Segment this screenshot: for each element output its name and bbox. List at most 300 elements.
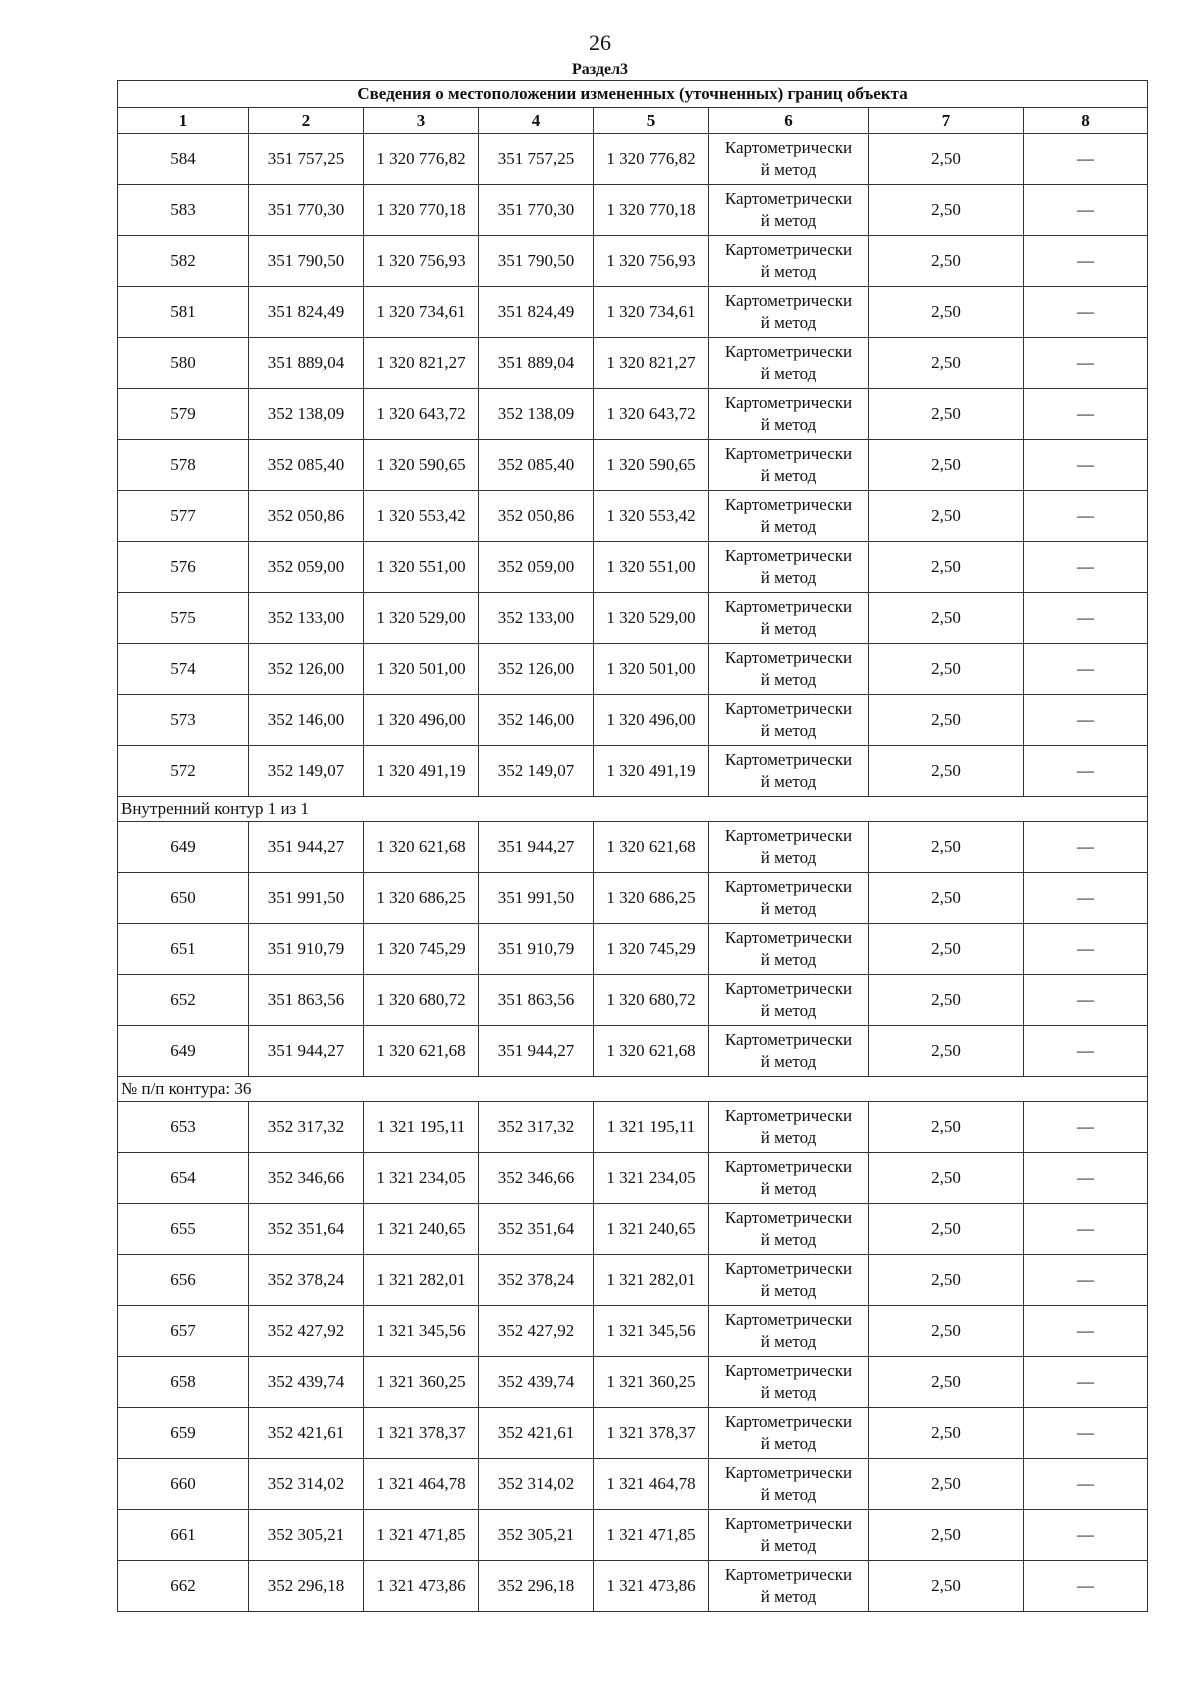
point-number-cell: 653	[118, 1102, 249, 1153]
method-line: Картометрически	[724, 1310, 853, 1329]
table-row	[118, 1026, 1148, 1077]
coord-x-new-cell: 352 138,09	[479, 389, 594, 440]
method-line: Картометрически	[724, 189, 853, 208]
point-number-cell: 577	[118, 491, 249, 542]
method-cell	[709, 440, 869, 491]
coord-x-old-cell: 351 770,30	[249, 185, 364, 236]
description-cell: —	[1024, 389, 1148, 440]
coord-y-new-cell: 1 320 643,72	[594, 389, 709, 440]
coord-x-new-cell: 352 421,61	[479, 1408, 594, 1459]
description-cell: —	[1024, 1459, 1148, 1510]
table-row	[118, 389, 1148, 440]
boundary-table	[117, 80, 1148, 1612]
coord-x-old-cell: 352 305,21	[249, 1510, 364, 1561]
coord-x-new-cell: 352 317,32	[479, 1102, 594, 1153]
point-number-cell: 574	[118, 644, 249, 695]
coord-y-old-cell: 1 321 473,86	[364, 1561, 479, 1612]
accuracy-cell: 2,50	[869, 644, 1024, 695]
coord-x-new-cell: 351 944,27	[479, 1026, 594, 1077]
coord-y-new-cell: 1 320 501,00	[594, 644, 709, 695]
description-cell: —	[1024, 338, 1148, 389]
table-row	[118, 746, 1148, 797]
coord-y-new-cell: 1 320 770,18	[594, 185, 709, 236]
coord-x-old-cell: 351 790,50	[249, 236, 364, 287]
coord-y-old-cell: 1 320 621,68	[364, 1026, 479, 1077]
contour-label-row	[118, 1077, 1148, 1102]
description-cell: —	[1024, 1357, 1148, 1408]
method-line: й метод	[760, 1001, 817, 1020]
method-cell	[709, 1459, 869, 1510]
coord-y-old-cell: 1 320 643,72	[364, 389, 479, 440]
coord-x-old-cell: 351 944,27	[249, 822, 364, 873]
column-number: 2	[249, 108, 364, 134]
coord-x-new-cell: 351 824,49	[479, 287, 594, 338]
coord-y-new-cell: 1 321 360,25	[594, 1357, 709, 1408]
coord-y-new-cell: 1 320 491,19	[594, 746, 709, 797]
contour-label: № п/п контура: 36	[118, 1077, 1148, 1102]
accuracy-cell: 2,50	[869, 1459, 1024, 1510]
coord-x-new-cell: 352 305,21	[479, 1510, 594, 1561]
table-row	[118, 338, 1148, 389]
coord-x-new-cell: 352 427,92	[479, 1306, 594, 1357]
method-line: й метод	[760, 1128, 817, 1147]
method-line: й метод	[760, 721, 817, 740]
description-cell: —	[1024, 1153, 1148, 1204]
coord-x-old-cell: 352 050,86	[249, 491, 364, 542]
coord-y-old-cell: 1 320 770,18	[364, 185, 479, 236]
method-line: Картометрически	[724, 1106, 853, 1125]
column-number: 1	[118, 108, 249, 134]
coord-y-old-cell: 1 320 553,42	[364, 491, 479, 542]
coord-x-new-cell: 352 439,74	[479, 1357, 594, 1408]
method-line: Картометрически	[724, 750, 853, 769]
table-title: Сведения о местоположении измененных (уточненных) границ объекта	[118, 81, 1148, 108]
point-number-cell: 659	[118, 1408, 249, 1459]
accuracy-cell: 2,50	[869, 236, 1024, 287]
coord-y-old-cell: 1 321 234,05	[364, 1153, 479, 1204]
method-cell	[709, 491, 869, 542]
table-row	[118, 644, 1148, 695]
description-cell: —	[1024, 1561, 1148, 1612]
method-line: й метод	[760, 160, 817, 179]
coord-x-new-cell: 352 149,07	[479, 746, 594, 797]
description-cell: —	[1024, 822, 1148, 873]
point-number-cell: 657	[118, 1306, 249, 1357]
table-row	[118, 134, 1148, 185]
method-line: й метод	[760, 848, 817, 867]
accuracy-cell: 2,50	[869, 822, 1024, 873]
method-line: й метод	[760, 1332, 817, 1351]
accuracy-cell: 2,50	[869, 185, 1024, 236]
point-number-cell: 580	[118, 338, 249, 389]
table-row	[118, 1102, 1148, 1153]
coord-x-new-cell: 352 314,02	[479, 1459, 594, 1510]
method-line: й метод	[760, 262, 817, 281]
coord-x-old-cell: 352 126,00	[249, 644, 364, 695]
table-row	[118, 1204, 1148, 1255]
method-cell	[709, 389, 869, 440]
method-line: й метод	[760, 211, 817, 230]
description-cell: —	[1024, 746, 1148, 797]
coord-x-old-cell: 352 059,00	[249, 542, 364, 593]
method-cell	[709, 1306, 869, 1357]
method-line: й метод	[760, 619, 817, 638]
coord-y-new-cell: 1 320 529,00	[594, 593, 709, 644]
coord-x-old-cell: 352 378,24	[249, 1255, 364, 1306]
method-line: Картометрически	[724, 1565, 853, 1584]
column-number: 3	[364, 108, 479, 134]
coord-y-new-cell: 1 321 473,86	[594, 1561, 709, 1612]
coord-x-new-cell: 351 910,79	[479, 924, 594, 975]
method-line: Картометрически	[724, 1157, 853, 1176]
coord-y-old-cell: 1 320 491,19	[364, 746, 479, 797]
coord-y-new-cell: 1 320 756,93	[594, 236, 709, 287]
method-cell	[709, 185, 869, 236]
coord-x-new-cell: 352 059,00	[479, 542, 594, 593]
coord-y-old-cell: 1 320 756,93	[364, 236, 479, 287]
description-cell: —	[1024, 1255, 1148, 1306]
accuracy-cell: 2,50	[869, 1357, 1024, 1408]
point-number-cell: 662	[118, 1561, 249, 1612]
method-cell	[709, 873, 869, 924]
method-line: й метод	[760, 1179, 817, 1198]
method-line: й метод	[760, 1587, 817, 1606]
point-number-cell: 656	[118, 1255, 249, 1306]
method-cell	[709, 134, 869, 185]
description-cell: —	[1024, 1204, 1148, 1255]
coord-y-old-cell: 1 320 680,72	[364, 975, 479, 1026]
accuracy-cell: 2,50	[869, 1153, 1024, 1204]
description-cell: —	[1024, 134, 1148, 185]
coord-y-new-cell: 1 320 776,82	[594, 134, 709, 185]
description-cell: —	[1024, 644, 1148, 695]
method-line: Картометрически	[724, 444, 853, 463]
method-cell	[709, 1204, 869, 1255]
coord-y-old-cell: 1 320 745,29	[364, 924, 479, 975]
coord-x-new-cell: 352 351,64	[479, 1204, 594, 1255]
coord-x-old-cell: 351 944,27	[249, 1026, 364, 1077]
method-cell	[709, 1255, 869, 1306]
coord-x-new-cell: 351 757,25	[479, 134, 594, 185]
table-row	[118, 1510, 1148, 1561]
table-row	[118, 491, 1148, 542]
coord-y-old-cell: 1 320 529,00	[364, 593, 479, 644]
method-cell	[709, 975, 869, 1026]
method-line: Картометрически	[724, 648, 853, 667]
method-line: Картометрически	[724, 546, 853, 565]
table-row	[118, 873, 1148, 924]
accuracy-cell: 2,50	[869, 975, 1024, 1026]
coord-y-old-cell: 1 321 240,65	[364, 1204, 479, 1255]
method-cell	[709, 287, 869, 338]
coord-x-new-cell: 351 863,56	[479, 975, 594, 1026]
coord-y-old-cell: 1 320 621,68	[364, 822, 479, 873]
method-line: Картометрически	[724, 928, 853, 947]
coord-x-new-cell: 352 085,40	[479, 440, 594, 491]
table-row	[118, 593, 1148, 644]
method-cell	[709, 1408, 869, 1459]
method-line: й метод	[760, 313, 817, 332]
method-line: Картометрически	[724, 877, 853, 896]
coord-y-new-cell: 1 320 590,65	[594, 440, 709, 491]
coord-x-old-cell: 352 133,00	[249, 593, 364, 644]
coord-x-old-cell: 351 991,50	[249, 873, 364, 924]
accuracy-cell: 2,50	[869, 1306, 1024, 1357]
table-row	[118, 1459, 1148, 1510]
coord-y-new-cell: 1 320 621,68	[594, 822, 709, 873]
point-number-cell: 650	[118, 873, 249, 924]
accuracy-cell: 2,50	[869, 1561, 1024, 1612]
method-cell	[709, 1153, 869, 1204]
table-row	[118, 975, 1148, 1026]
method-line: Картометрически	[724, 597, 853, 616]
coord-y-old-cell: 1 320 776,82	[364, 134, 479, 185]
method-line: й метод	[760, 1536, 817, 1555]
method-line: й метод	[760, 466, 817, 485]
table-row	[118, 185, 1148, 236]
point-number-cell: 652	[118, 975, 249, 1026]
description-cell: —	[1024, 695, 1148, 746]
method-line: й метод	[760, 1230, 817, 1249]
coord-x-new-cell: 352 346,66	[479, 1153, 594, 1204]
point-number-cell: 654	[118, 1153, 249, 1204]
coord-x-old-cell: 351 910,79	[249, 924, 364, 975]
section-title: Раздел3	[571, 61, 629, 78]
accuracy-cell: 2,50	[869, 695, 1024, 746]
coord-y-new-cell: 1 320 553,42	[594, 491, 709, 542]
coord-x-old-cell: 351 863,56	[249, 975, 364, 1026]
coord-y-old-cell: 1 320 821,27	[364, 338, 479, 389]
table-row	[118, 440, 1148, 491]
table-row	[118, 1561, 1148, 1612]
method-line: Картометрически	[724, 979, 853, 998]
description-cell: —	[1024, 491, 1148, 542]
coord-y-old-cell: 1 321 195,11	[364, 1102, 479, 1153]
method-line: й метод	[760, 1383, 817, 1402]
coord-x-new-cell: 351 770,30	[479, 185, 594, 236]
column-number: 4	[479, 108, 594, 134]
contour-label-row	[118, 797, 1148, 822]
method-cell	[709, 746, 869, 797]
method-line: й метод	[760, 899, 817, 918]
description-cell: —	[1024, 440, 1148, 491]
coord-y-old-cell: 1 320 501,00	[364, 644, 479, 695]
accuracy-cell: 2,50	[869, 440, 1024, 491]
point-number-cell: 584	[118, 134, 249, 185]
coord-x-old-cell: 352 439,74	[249, 1357, 364, 1408]
accuracy-cell: 2,50	[869, 593, 1024, 644]
point-number-cell: 573	[118, 695, 249, 746]
page-number: 26	[589, 30, 611, 55]
coord-x-old-cell: 352 427,92	[249, 1306, 364, 1357]
method-line: Картометрически	[724, 495, 853, 514]
coord-x-new-cell: 352 146,00	[479, 695, 594, 746]
coord-x-new-cell: 352 296,18	[479, 1561, 594, 1612]
coord-y-new-cell: 1 321 240,65	[594, 1204, 709, 1255]
coord-y-new-cell: 1 320 621,68	[594, 1026, 709, 1077]
column-number-row	[118, 108, 1148, 134]
point-number-cell: 583	[118, 185, 249, 236]
method-cell	[709, 822, 869, 873]
method-cell	[709, 644, 869, 695]
method-line: й метод	[760, 1281, 817, 1300]
coord-y-new-cell: 1 321 234,05	[594, 1153, 709, 1204]
description-cell: —	[1024, 542, 1148, 593]
coord-x-old-cell: 352 146,00	[249, 695, 364, 746]
coord-x-new-cell: 352 126,00	[479, 644, 594, 695]
table-row	[118, 1408, 1148, 1459]
method-line: й метод	[760, 415, 817, 434]
method-line: Картометрически	[724, 240, 853, 259]
description-cell: —	[1024, 236, 1148, 287]
point-number-cell: 655	[118, 1204, 249, 1255]
coord-y-old-cell: 1 321 471,85	[364, 1510, 479, 1561]
method-cell	[709, 1357, 869, 1408]
coord-x-old-cell: 352 314,02	[249, 1459, 364, 1510]
method-line: й метод	[760, 517, 817, 536]
coord-x-old-cell: 352 421,61	[249, 1408, 364, 1459]
method-line: й метод	[760, 364, 817, 383]
method-line: Картометрически	[724, 826, 853, 845]
table-row	[118, 1357, 1148, 1408]
coord-y-new-cell: 1 320 734,61	[594, 287, 709, 338]
description-cell: —	[1024, 1510, 1148, 1561]
coord-y-new-cell: 1 321 378,37	[594, 1408, 709, 1459]
coord-y-old-cell: 1 321 282,01	[364, 1255, 479, 1306]
contour-label: Внутренний контур 1 из 1	[118, 797, 1148, 822]
method-line: Картометрически	[724, 342, 853, 361]
point-number-cell: 572	[118, 746, 249, 797]
method-cell	[709, 593, 869, 644]
accuracy-cell: 2,50	[869, 1408, 1024, 1459]
accuracy-cell: 2,50	[869, 134, 1024, 185]
method-line: й метод	[760, 1434, 817, 1453]
coord-x-new-cell: 351 991,50	[479, 873, 594, 924]
accuracy-cell: 2,50	[869, 389, 1024, 440]
description-cell: —	[1024, 873, 1148, 924]
method-cell	[709, 1102, 869, 1153]
method-cell	[709, 1026, 869, 1077]
column-number: 6	[709, 108, 869, 134]
method-line: Картометрически	[724, 1030, 853, 1049]
method-cell	[709, 1561, 869, 1612]
point-number-cell: 661	[118, 1510, 249, 1561]
point-number-cell: 649	[118, 1026, 249, 1077]
method-line: Картометрически	[724, 1412, 853, 1431]
point-number-cell: 651	[118, 924, 249, 975]
method-line: Картометрически	[724, 1208, 853, 1227]
coord-y-new-cell: 1 321 471,85	[594, 1510, 709, 1561]
method-cell	[709, 236, 869, 287]
coord-x-old-cell: 351 824,49	[249, 287, 364, 338]
coord-x-new-cell: 351 889,04	[479, 338, 594, 389]
coord-x-old-cell: 352 346,66	[249, 1153, 364, 1204]
point-number-cell: 660	[118, 1459, 249, 1510]
accuracy-cell: 2,50	[869, 1255, 1024, 1306]
point-number-cell: 576	[118, 542, 249, 593]
coord-x-new-cell: 352 378,24	[479, 1255, 594, 1306]
coord-y-new-cell: 1 321 195,11	[594, 1102, 709, 1153]
coord-x-old-cell: 351 757,25	[249, 134, 364, 185]
coord-y-old-cell: 1 321 360,25	[364, 1357, 479, 1408]
table-row	[118, 236, 1148, 287]
table-row	[118, 1255, 1148, 1306]
coord-y-new-cell: 1 320 496,00	[594, 695, 709, 746]
table-body	[118, 134, 1148, 1612]
accuracy-cell: 2,50	[869, 491, 1024, 542]
accuracy-cell: 2,50	[869, 746, 1024, 797]
coord-y-new-cell: 1 321 282,01	[594, 1255, 709, 1306]
description-cell: —	[1024, 1306, 1148, 1357]
description-cell: —	[1024, 924, 1148, 975]
coord-y-new-cell: 1 321 345,56	[594, 1306, 709, 1357]
table-row	[118, 924, 1148, 975]
table-row	[118, 1153, 1148, 1204]
method-line: Картометрически	[724, 393, 853, 412]
method-line: Картометрически	[724, 291, 853, 310]
description-cell: —	[1024, 287, 1148, 338]
table-row	[118, 287, 1148, 338]
method-line: Картометрически	[724, 1259, 853, 1278]
point-number-cell: 658	[118, 1357, 249, 1408]
method-line: й метод	[760, 1052, 817, 1071]
method-line: й метод	[760, 670, 817, 689]
coord-x-new-cell: 352 050,86	[479, 491, 594, 542]
coord-x-old-cell: 351 889,04	[249, 338, 364, 389]
point-number-cell: 575	[118, 593, 249, 644]
description-cell: —	[1024, 975, 1148, 1026]
coord-y-old-cell: 1 321 345,56	[364, 1306, 479, 1357]
method-line: Картометрически	[724, 1361, 853, 1380]
method-line: Картометрически	[724, 138, 853, 157]
coord-y-old-cell: 1 320 686,25	[364, 873, 479, 924]
accuracy-cell: 2,50	[869, 924, 1024, 975]
coord-x-new-cell: 351 944,27	[479, 822, 594, 873]
coord-y-new-cell: 1 320 686,25	[594, 873, 709, 924]
method-cell	[709, 924, 869, 975]
table-row	[118, 542, 1148, 593]
method-line: й метод	[760, 568, 817, 587]
coord-y-old-cell: 1 320 496,00	[364, 695, 479, 746]
description-cell: —	[1024, 1102, 1148, 1153]
method-cell	[709, 1510, 869, 1561]
accuracy-cell: 2,50	[869, 1026, 1024, 1077]
point-number-cell: 649	[118, 822, 249, 873]
coord-y-new-cell: 1 320 745,29	[594, 924, 709, 975]
accuracy-cell: 2,50	[869, 1102, 1024, 1153]
method-line: Картометрически	[724, 1463, 853, 1482]
coord-y-new-cell: 1 321 464,78	[594, 1459, 709, 1510]
description-cell: —	[1024, 1026, 1148, 1077]
coord-y-old-cell: 1 320 734,61	[364, 287, 479, 338]
method-cell	[709, 695, 869, 746]
accuracy-cell: 2,50	[869, 1204, 1024, 1255]
point-number-cell: 578	[118, 440, 249, 491]
method-line: й метод	[760, 772, 817, 791]
description-cell: —	[1024, 185, 1148, 236]
coord-x-old-cell: 352 085,40	[249, 440, 364, 491]
coord-y-old-cell: 1 320 590,65	[364, 440, 479, 491]
accuracy-cell: 2,50	[869, 338, 1024, 389]
point-number-cell: 581	[118, 287, 249, 338]
accuracy-cell: 2,50	[869, 873, 1024, 924]
description-cell: —	[1024, 593, 1148, 644]
accuracy-cell: 2,50	[869, 542, 1024, 593]
method-line: й метод	[760, 1485, 817, 1504]
coord-x-new-cell: 351 790,50	[479, 236, 594, 287]
coord-x-old-cell: 352 317,32	[249, 1102, 364, 1153]
coord-y-old-cell: 1 320 551,00	[364, 542, 479, 593]
